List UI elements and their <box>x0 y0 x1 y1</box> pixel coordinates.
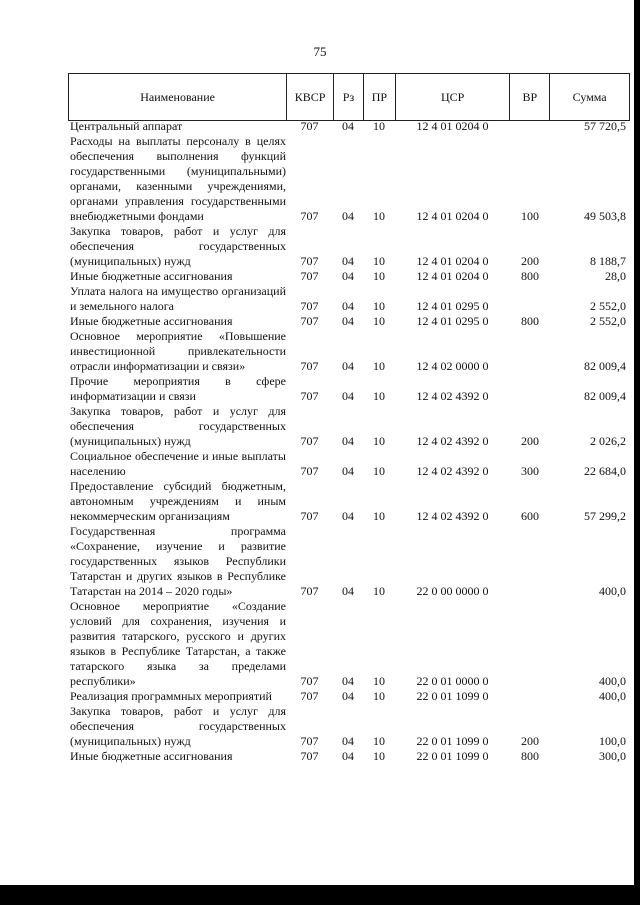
cell-csr: 12 4 01 0204 0 <box>416 254 489 268</box>
cell-csr: 12 4 01 0204 0 <box>416 119 489 133</box>
cell-sum: 2 552,0 <box>590 299 626 313</box>
cell-rz: 04 <box>342 269 354 283</box>
cell-rz: 04 <box>342 209 354 223</box>
cell-csr: 22 0 01 1099 0 <box>416 689 489 703</box>
cell-rz: 04 <box>342 749 354 763</box>
cell-name: Прочие мероприятия в сфере информатизации и связи <box>70 374 286 403</box>
table-row <box>70 314 626 329</box>
cell-name: Государственная программа «Сохранение, изучение и развитие государственных языков Республики Татарстан и других языков в Республике Татарстан на 2014 – 2020 годы» <box>70 524 286 598</box>
cell-pr: 10 <box>373 584 385 598</box>
cell-vr: 200 <box>521 734 539 748</box>
cell-kvsr: 707 <box>300 674 319 688</box>
cell-name: Основное мероприятие «Создание условий для сохранения, изучения и развития татарского, русского и других языков в Республике Татарстан, а также татарского языка за пределами республики» <box>70 599 286 688</box>
cell-sum: 82 009,4 <box>584 359 626 373</box>
cell-kvsr: 707 <box>300 314 319 328</box>
cell-csr: 12 4 02 4392 0 <box>416 389 489 403</box>
header-rz: Рз <box>333 74 363 120</box>
table-row <box>70 284 626 314</box>
cell-pr: 10 <box>373 209 385 223</box>
cell-csr: 12 4 02 4392 0 <box>416 464 489 478</box>
cell-sum: 2 552,0 <box>590 314 626 328</box>
cell-sum: 57 720,5 <box>584 119 626 133</box>
cell-name: Иные бюджетные ассигнования <box>70 314 233 328</box>
cell-name: Закупка товаров, работ и услуг для обеспечения государственных (муниципальных) нужд <box>70 404 286 448</box>
page-number: 75 <box>313 44 327 59</box>
cell-kvsr: 707 <box>300 749 319 763</box>
cell-vr: 200 <box>521 254 539 268</box>
cell-name: Закупка товаров, работ и услуг для обеспечения государственных (муниципальных) нужд <box>70 704 286 748</box>
cell-csr: 12 4 01 0295 0 <box>416 314 489 328</box>
cell-kvsr: 707 <box>300 209 319 223</box>
table-header <box>68 73 630 121</box>
cell-kvsr: 707 <box>300 584 319 598</box>
cell-sum: 49 503,8 <box>584 209 626 223</box>
cell-pr: 10 <box>373 119 385 133</box>
cell-kvsr: 707 <box>300 119 319 133</box>
cell-kvsr: 707 <box>300 464 319 478</box>
cell-pr: 10 <box>373 464 385 478</box>
cell-vr: 800 <box>521 749 539 763</box>
cell-sum: 8 188,7 <box>590 254 626 268</box>
cell-pr: 10 <box>373 314 385 328</box>
table-row <box>70 449 626 479</box>
scan-edge-bottom <box>0 885 640 905</box>
cell-kvsr: 707 <box>300 734 319 748</box>
cell-name: Расходы на выплаты персоналу в целях обеспечения выполнения функций государственными (муниципальными) органами, казенными учреждениями, органами управления государственными внебюджетными фондами <box>70 134 286 223</box>
cell-vr: 100 <box>521 209 539 223</box>
cell-pr: 10 <box>373 674 385 688</box>
cell-csr: 12 4 01 0295 0 <box>416 299 489 313</box>
cell-sum: 400,0 <box>599 689 626 703</box>
cell-name: Центральный аппарат <box>70 119 183 133</box>
cell-sum: 82 009,4 <box>584 389 626 403</box>
cell-csr: 12 4 02 4392 0 <box>416 434 489 448</box>
cell-pr: 10 <box>373 434 385 448</box>
cell-name: Предоставление субсидий бюджетным, автономным учреждениям и иным некоммерческим организациям <box>70 479 286 523</box>
cell-pr: 10 <box>373 359 385 373</box>
cell-kvsr: 707 <box>300 269 319 283</box>
cell-pr: 10 <box>373 509 385 523</box>
table-row <box>70 269 626 284</box>
table-row <box>70 704 626 749</box>
cell-csr: 22 0 01 1099 0 <box>416 749 489 763</box>
cell-csr: 12 4 02 4392 0 <box>416 509 489 523</box>
cell-name: Иные бюджетные ассигнования <box>70 749 233 763</box>
cell-rz: 04 <box>342 464 354 478</box>
cell-sum: 28,0 <box>605 269 626 283</box>
cell-name: Закупка товаров, работ и услуг для обеспечения государственных (муниципальных) нужд <box>70 224 286 268</box>
header-pr: ПР <box>363 74 395 120</box>
cell-rz: 04 <box>342 254 354 268</box>
header-kvsr: КВСР <box>286 74 333 120</box>
cell-rz: 04 <box>342 299 354 313</box>
cell-rz: 04 <box>342 674 354 688</box>
cell-rz: 04 <box>342 734 354 748</box>
table-row <box>70 374 626 404</box>
cell-rz: 04 <box>342 119 354 133</box>
cell-rz: 04 <box>342 389 354 403</box>
scan-edge-right <box>634 0 640 905</box>
cell-vr: 800 <box>521 269 539 283</box>
cell-csr: 12 4 02 0000 0 <box>416 359 489 373</box>
cell-pr: 10 <box>373 389 385 403</box>
header-vr: ВР <box>509 74 549 120</box>
cell-name: Основное мероприятие «Повышение инвестиционной привлекательности отрасли информатизации и связи» <box>70 329 286 373</box>
cell-sum: 100,0 <box>599 734 626 748</box>
table-row <box>70 689 626 704</box>
cell-name: Реализация программных мероприятий <box>70 689 272 703</box>
cell-name: Иные бюджетные ассигнования <box>70 269 233 283</box>
cell-rz: 04 <box>342 584 354 598</box>
table-row <box>70 749 626 764</box>
table-row <box>70 119 626 134</box>
cell-kvsr: 707 <box>300 299 319 313</box>
cell-rz: 04 <box>342 359 354 373</box>
table-row <box>70 479 626 524</box>
cell-rz: 04 <box>342 689 354 703</box>
cell-sum: 400,0 <box>599 674 626 688</box>
cell-kvsr: 707 <box>300 254 319 268</box>
cell-sum: 300,0 <box>599 749 626 763</box>
table-row <box>70 599 626 689</box>
header-csr: ЦСР <box>395 74 510 120</box>
cell-pr: 10 <box>373 749 385 763</box>
cell-kvsr: 707 <box>300 509 319 523</box>
cell-rz: 04 <box>342 314 354 328</box>
cell-csr: 12 4 01 0204 0 <box>416 269 489 283</box>
table-row <box>70 134 626 224</box>
cell-sum: 22 684,0 <box>584 464 626 478</box>
cell-rz: 04 <box>342 509 354 523</box>
cell-csr: 22 0 00 0000 0 <box>416 584 489 598</box>
cell-kvsr: 707 <box>300 434 319 448</box>
table-row <box>70 524 626 599</box>
cell-vr: 600 <box>521 509 539 523</box>
table-row <box>70 404 626 449</box>
cell-pr: 10 <box>373 734 385 748</box>
table-row <box>70 224 626 269</box>
header-sum: Сумма <box>549 74 629 120</box>
cell-vr: 800 <box>521 314 539 328</box>
cell-kvsr: 707 <box>300 389 319 403</box>
cell-name: Социальное обеспечение и иные выплаты населению <box>70 449 286 478</box>
cell-pr: 10 <box>373 299 385 313</box>
cell-sum: 400,0 <box>599 584 626 598</box>
table-row <box>70 329 626 374</box>
cell-vr: 200 <box>521 434 539 448</box>
cell-pr: 10 <box>373 269 385 283</box>
cell-pr: 10 <box>373 254 385 268</box>
table-body <box>70 119 626 764</box>
cell-csr: 12 4 01 0204 0 <box>416 209 489 223</box>
header-name: Наименование <box>140 89 215 104</box>
cell-csr: 22 0 01 0000 0 <box>416 674 489 688</box>
cell-sum: 2 026,2 <box>590 434 626 448</box>
cell-pr: 10 <box>373 689 385 703</box>
cell-rz: 04 <box>342 434 354 448</box>
cell-kvsr: 707 <box>300 689 319 703</box>
cell-sum: 57 299,2 <box>584 509 626 523</box>
cell-vr: 300 <box>521 464 539 478</box>
cell-kvsr: 707 <box>300 359 319 373</box>
cell-name: Уплата налога на имущество организаций и земельного налога <box>70 284 286 313</box>
cell-csr: 22 0 01 1099 0 <box>416 734 489 748</box>
